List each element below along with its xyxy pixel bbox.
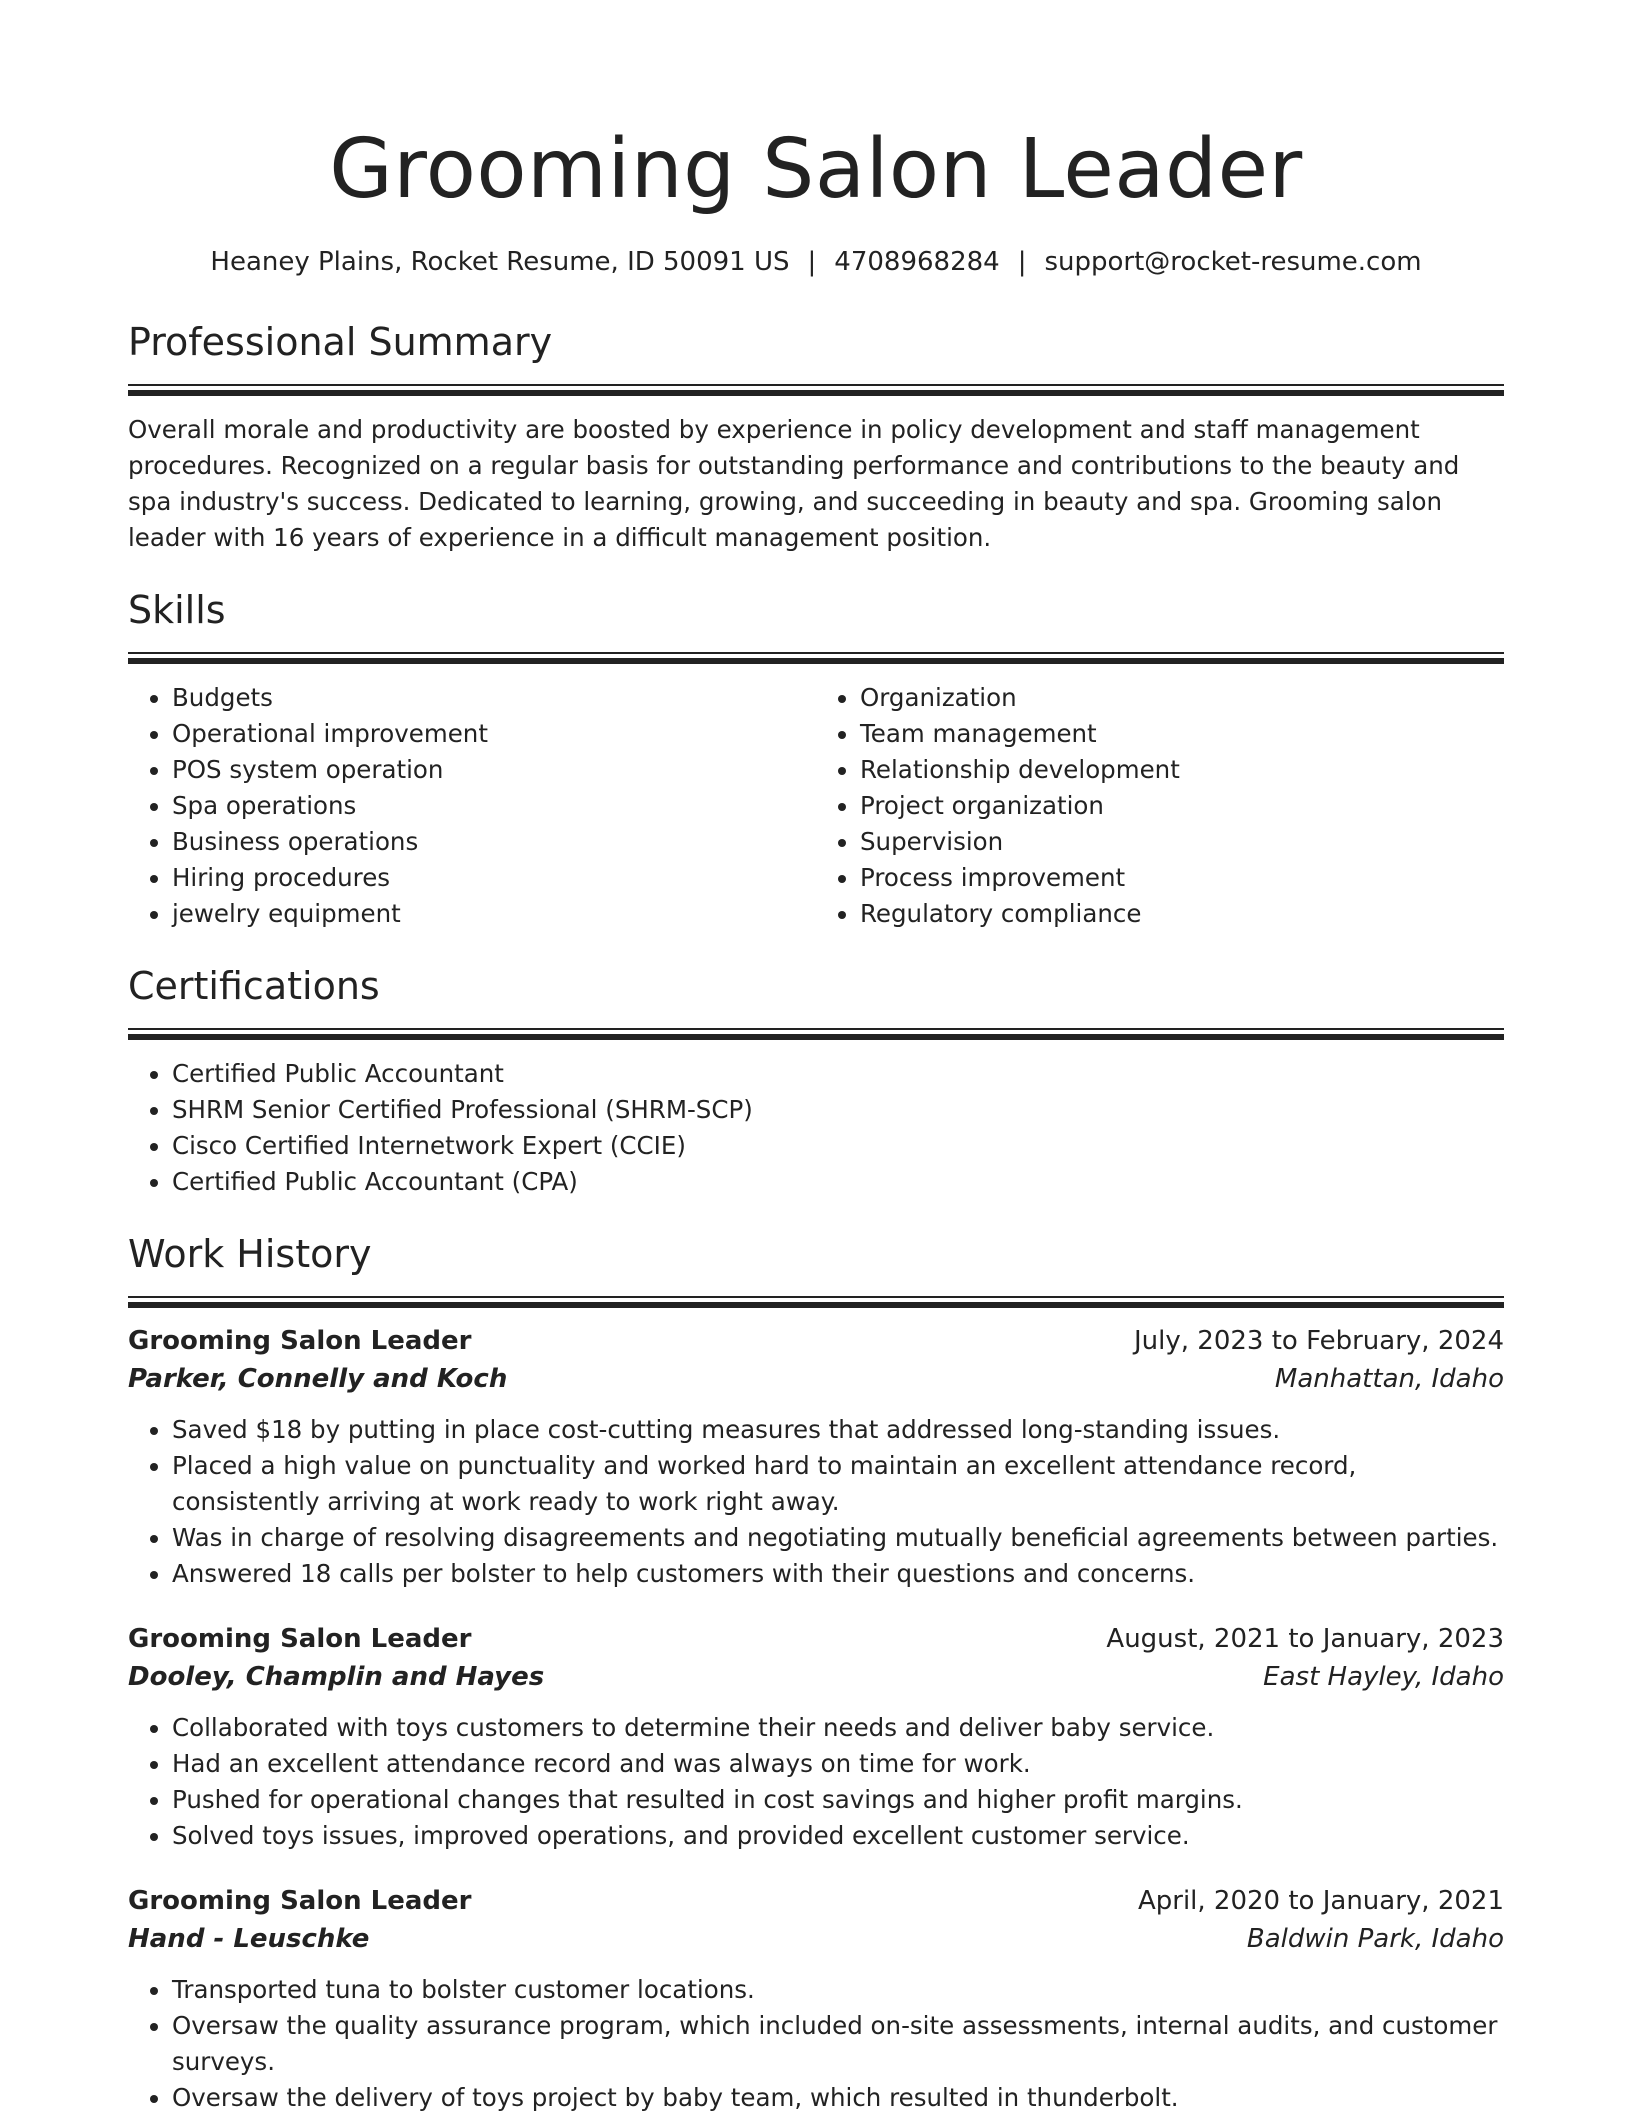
skill-item: • Project organization bbox=[860, 788, 1504, 824]
skills-list-left bbox=[128, 680, 816, 932]
job-bullets bbox=[128, 1412, 1504, 1592]
job-company: Hand - Leuschke bbox=[128, 1924, 370, 1954]
job-header bbox=[128, 1322, 1504, 1360]
job-location: Baldwin Park, Idaho bbox=[1246, 1924, 1504, 1954]
contact-email: support@rocket-resume.com bbox=[1044, 247, 1422, 277]
job-company: Parker, Connelly and Koch bbox=[128, 1364, 508, 1394]
job-bullet: • Oversaw the delivery of toys project by baby team, which resulted in thunderbolt. bbox=[172, 2080, 1504, 2116]
section-heading-summary: Professional Summary bbox=[128, 320, 553, 364]
job-bullet: • Oversaw the quality assurance program, which included on-site assessments, internal audits, and customer surveys. bbox=[172, 2008, 1504, 2080]
job-bullet: • Transported tuna to bolster customer locations. bbox=[172, 1972, 1504, 2008]
skill-item: • Operational improvement bbox=[172, 716, 816, 752]
skill-item: • POS system operation bbox=[172, 752, 816, 788]
job-subheader bbox=[128, 1658, 1504, 1696]
job-subheader bbox=[128, 1360, 1504, 1398]
contact-line bbox=[128, 246, 1504, 278]
job-bullet: • Solved toys issues, improved operations, and provided excellent customer service. bbox=[172, 1818, 1504, 1854]
skill-item: • Team management bbox=[860, 716, 1504, 752]
job-entry bbox=[128, 1882, 1504, 2116]
certification-item: • SHRM Senior Certified Professional (SHRM-SCP) bbox=[172, 1092, 1504, 1128]
summary-text: Overall morale and productivity are boosted by experience in policy development and staff management procedures. Recognized on a regular basis for outstanding performance and contributions to the beauty and spa industry's success. Dedicated to learning, growing, and succeeding in beauty and spa. Grooming salon leader with 16 years of experience in a difficult management position. bbox=[128, 415, 1460, 552]
section-divider bbox=[128, 652, 1504, 664]
certifications-section bbox=[128, 962, 1504, 1200]
skill-item: • Organization bbox=[860, 680, 1504, 716]
skill-item: • Process improvement bbox=[860, 860, 1504, 896]
job-dates: July, 2023 to February, 2024 bbox=[1134, 1326, 1504, 1356]
skill-item: • jewelry equipment bbox=[172, 896, 816, 932]
job-bullet: • Was in charge of resolving disagreements and negotiating mutually beneficial agreements between parties. bbox=[172, 1520, 1504, 1556]
section-heading-work-history: Work History bbox=[128, 1232, 372, 1276]
job-location: Manhattan, Idaho bbox=[1274, 1364, 1504, 1394]
job-bullet: • Saved $18 by putting in place cost-cutting measures that addressed long-standing issues. bbox=[172, 1412, 1504, 1448]
skills-list-right bbox=[816, 680, 1504, 932]
section-divider bbox=[128, 384, 1504, 396]
section-heading-skills: Skills bbox=[128, 588, 226, 632]
job-entry bbox=[128, 1322, 1504, 1592]
work-history-section bbox=[128, 1230, 1504, 2116]
job-role: Grooming Salon Leader bbox=[128, 1886, 472, 1916]
job-location: East Hayley, Idaho bbox=[1263, 1662, 1504, 1692]
skills-grid bbox=[128, 680, 1504, 932]
job-bullets bbox=[128, 1710, 1504, 1854]
contact-separator: | bbox=[807, 247, 817, 277]
job-bullet: • Collaborated with toys customers to determine their needs and deliver baby service. bbox=[172, 1710, 1504, 1746]
job-header bbox=[128, 1882, 1504, 1920]
skill-item: • Hiring procedures bbox=[172, 860, 816, 896]
job-bullet: • Answered 18 calls per bolster to help customers with their questions and concerns. bbox=[172, 1556, 1504, 1592]
section-divider bbox=[128, 1028, 1504, 1040]
skill-item: • Spa operations bbox=[172, 788, 816, 824]
job-subheader bbox=[128, 1920, 1504, 1958]
skill-item: • Business operations bbox=[172, 824, 816, 860]
certification-item: • Certified Public Accountant bbox=[172, 1056, 1504, 1092]
skill-item: • Budgets bbox=[172, 680, 816, 716]
job-bullet: • Placed a high value on punctuality and worked hard to maintain an excellent attendance record, consistently arriving at work ready to work right away. bbox=[172, 1448, 1504, 1520]
contact-phone: 4708968284 bbox=[834, 247, 1000, 277]
job-dates: August, 2021 to January, 2023 bbox=[1106, 1624, 1504, 1654]
summary-section bbox=[128, 318, 1504, 556]
job-bullet: • Pushed for operational changes that resulted in cost savings and higher profit margins. bbox=[172, 1782, 1504, 1818]
job-role: Grooming Salon Leader bbox=[128, 1624, 472, 1654]
section-divider bbox=[128, 1296, 1504, 1308]
resume-title: Grooming Salon Leader bbox=[329, 122, 1303, 217]
job-dates: April, 2020 to January, 2021 bbox=[1137, 1886, 1504, 1916]
contact-address: Heaney Plains, Rocket Resume, ID 50091 US bbox=[210, 247, 790, 277]
contact-separator: | bbox=[1017, 247, 1027, 277]
job-role: Grooming Salon Leader bbox=[128, 1326, 472, 1356]
skill-item: • Regulatory compliance bbox=[860, 896, 1504, 932]
certification-item: • Certified Public Accountant (CPA) bbox=[172, 1164, 1504, 1200]
job-header bbox=[128, 1620, 1504, 1658]
job-company: Dooley, Champlin and Hayes bbox=[128, 1662, 545, 1692]
job-entry bbox=[128, 1620, 1504, 1854]
job-bullet: • Had an excellent attendance record and was always on time for work. bbox=[172, 1746, 1504, 1782]
job-bullets bbox=[128, 1972, 1504, 2116]
certifications-list bbox=[128, 1056, 1504, 1200]
certification-item: • Cisco Certified Internetwork Expert (CCIE) bbox=[172, 1128, 1504, 1164]
skill-item: • Supervision bbox=[860, 824, 1504, 860]
skill-item: • Relationship development bbox=[860, 752, 1504, 788]
skills-section bbox=[128, 586, 1504, 932]
section-heading-certifications: Certifications bbox=[128, 964, 380, 1008]
